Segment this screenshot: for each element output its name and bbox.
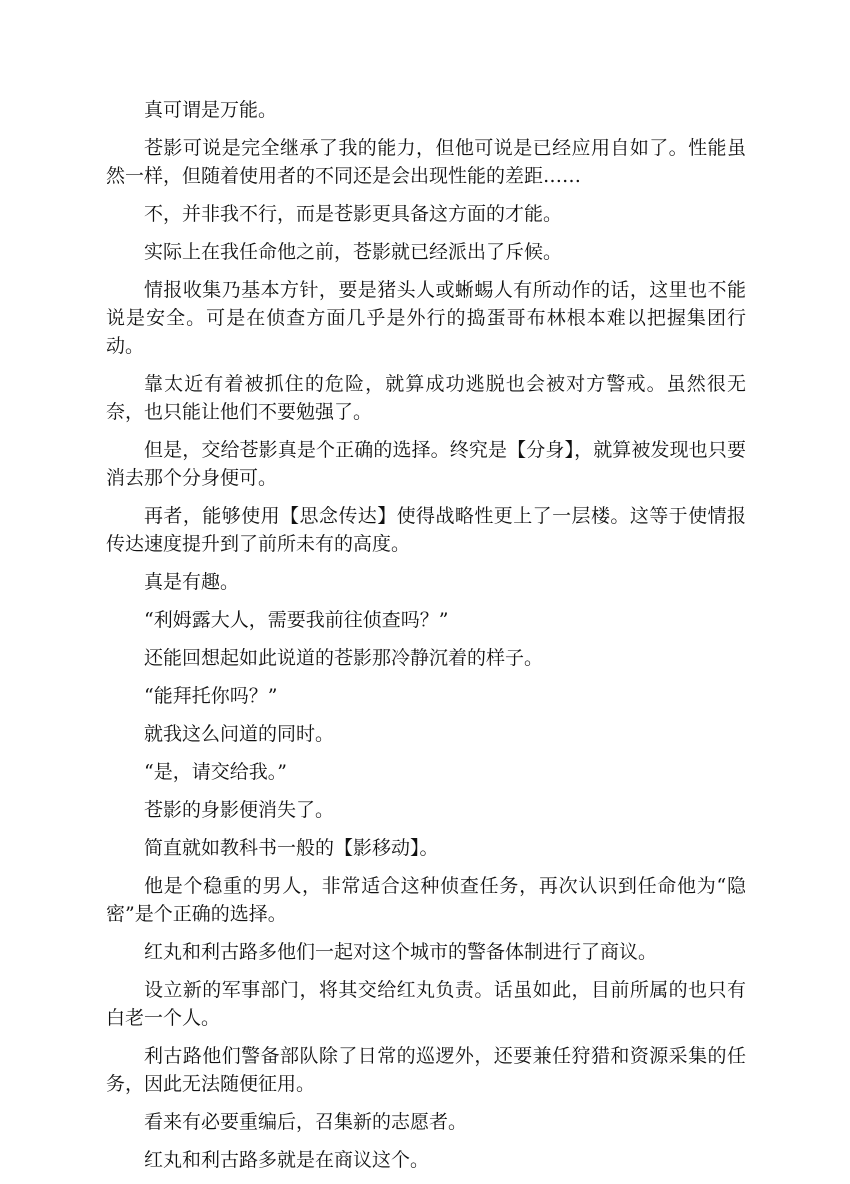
paragraph: 靠太近有着被抓住的危险，就算成功逃脱也会被对方警戒。虽然很无奈，也只能让他们不要勉强了。 — [106, 373, 746, 423]
paragraph: 简直就如教科书一般的【影移动】。 — [144, 837, 439, 859]
paragraph: 不，并非我不行，而是苍影更具备这方面的才能。 — [144, 203, 563, 225]
paragraph: 但是，交给苍影真是个正确的选择。终究是【分身】，就算被发现也只要消去那个分身便可。 — [106, 439, 746, 489]
dialogue-line: “利姆露大人，需要我前往侦查吗？” — [144, 609, 449, 631]
paragraph: 红丸和利古路多他们一起对这个城市的警备体制进行了商议。 — [144, 941, 658, 963]
paragraph: 他是个稳重的男人，非常适合这种侦查任务，再次认识到任命他为“隐密”是个正确的选择。 — [106, 875, 746, 925]
paragraph: 真可谓是万能。 — [144, 99, 278, 121]
paragraph: 苍影的身影便消失了。 — [144, 799, 335, 821]
paragraph: 再者，能够使用【思念传达】使得战略性更上了一层楼。这等于使情报传达速度提升到了前所未有的高度。 — [106, 505, 746, 555]
paragraph: 就我这么问道的同时。 — [144, 723, 335, 745]
paragraph: 利古路他们警备部队除了日常的巡逻外，还要兼任狩猎和资源采集的任务，因此无法随便征用。 — [106, 1045, 746, 1095]
paragraph: 苍影可说是完全继承了我的能力，但他可说是已经应用自如了。性能虽然一样，但随着使用者的不同还是会出现性能的差距…… — [106, 137, 746, 187]
document-page — [106, 96, 746, 1184]
paragraph: 情报收集乃基本方针，要是猪头人或蜥蜴人有所动作的话，这里也不能说是安全。可是在侦查方面几乎是外行的捣蛋哥布林根本难以把握集团行动。 — [106, 279, 746, 357]
paragraph: 还能回想起如此说道的苍影那冷静沉着的样子。 — [144, 647, 544, 669]
paragraph: 真是有趣。 — [144, 571, 240, 593]
paragraph: 设立新的军事部门，将其交给红丸负责。话虽如此，目前所属的也只有白老一个人。 — [106, 979, 746, 1029]
paragraph: 红丸和利古路多就是在商议这个。 — [144, 1149, 430, 1171]
paragraph: 实际上在我任命他之前，苍影就已经派出了斥候。 — [144, 241, 563, 263]
dialogue-line: “能拜托你吗？” — [144, 685, 278, 707]
dialogue-line: “是，请交给我。” — [144, 761, 287, 783]
paragraph: 看来有必要重编后，召集新的志愿者。 — [144, 1111, 468, 1133]
